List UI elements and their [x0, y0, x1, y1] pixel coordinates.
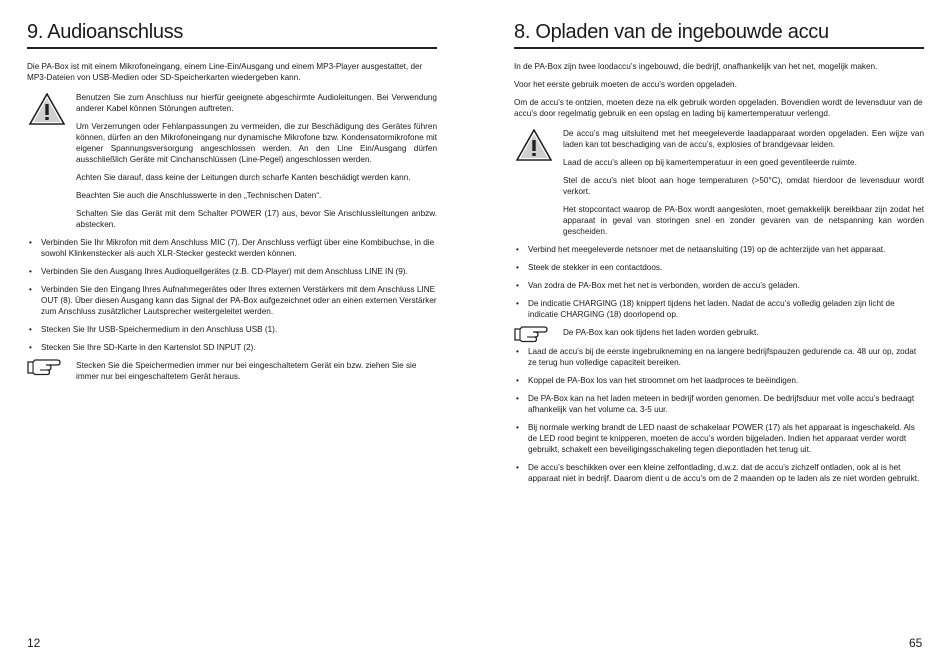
- note-block: [514, 327, 924, 338]
- bullet-list: [514, 244, 924, 320]
- section-title: 9. Audioanschluss: [27, 21, 437, 49]
- warning-paragraph: Achten Sie darauf, dass keine der Leitungen durch scharfe Kanten beschädigt werden kann.: [76, 173, 411, 182]
- intro-paragraph: Die PA-Box ist mit einem Mikrofoneingang, einem Line-Ein/Ausgang und einem MP3-Player ausgestattet, der MP3-Dateien von USB-Medien oder SD-Speicherkarten wiedergeben kann.: [27, 62, 423, 82]
- list-item: • Verbinden Sie den Eingang Ihres Aufnahmegerätes oder Ihres externen Verstärkers mit dem Anschluss LINE OUT (8). Über diesen Ausgang kann das Signal der PA-Box aufgezeichnet oder an einen externen Verstärker zum Anschluss zusätzlicher Lautsprecher weitergeleitet werden.: [29, 285, 437, 316]
- warning-paragraph: De accu’s mag uitsluitend met het meegeleverde laadapparaat worden opgeladen. Een wijze van laden kan tot beschadiging van de accu’s, explosies of brandgevaar leiden.: [563, 129, 924, 149]
- intro: [27, 61, 437, 83]
- list-item: • Van zodra de PA-Box met het net is verbonden, worden de accu’s geladen.: [516, 281, 800, 290]
- bullet-list: [514, 346, 924, 484]
- list-item: • Verbinden Sie den Ausgang Ihres Audioquellgerätes (z.B. CD-Player) mit dem Anschluss LINE IN (9).: [29, 267, 408, 276]
- list-item: • Bij normale werking brandt de LED naast de schakelaar POWER (17) als het apparaat is ingeschakeld. Als de LED rood begint te knipperen, moeten de accu’s worden bijgeladen. Indien het apparaat verder wordt gebruikt, schakelt een beveiligingsschakeling tegen diepontladen het terug uit.: [516, 423, 915, 454]
- warning-triangle-icon: [516, 129, 552, 161]
- bullet-list: [27, 237, 437, 353]
- section-title: 8. Opladen van de ingebouwde accu: [514, 21, 924, 49]
- warning-paragraph: Um Verzerrungen oder Fehlanpassungen zu vermeiden, die zur Beschädigung des Gerätes führen können, dürfen an den Mikrofoneingang nur dynamische Mikrofone bzw. Kondensatormikrofone mit eigener Spannungsversorgung angeschlossen werden. An den Line Ein/Ausgang dürfen ausschließlich Geräte mit Cinchanschlüssen (Line-Pegel) angeschlossen werden.: [76, 122, 437, 164]
- warning-paragraph: Beachten Sie auch die Anschlusswerte in den „Technischen Daten“.: [76, 191, 322, 200]
- warning-paragraph: Stel de accu’s niet bloot aan hoge temperaturen (>50°C), omdat hierdoor de levensduur wordt verkort.: [563, 176, 924, 196]
- intro-paragraph: Om de accu’s te ontzien, moeten deze na elk gebruik worden opgeladen. Bovendien wordt de levensduur van de accu’s door regelmatig gebruik en een opslag en lading bij kamertemperatuur verlengd.: [514, 98, 923, 118]
- list-item: • Stecken Sie Ihr USB-Speichermedium in den Anschluss USB (1).: [29, 325, 278, 334]
- warning-paragraph: Benutzen Sie zum Anschluss nur hierfür geeignete abgeschirmte Audioleitungen. Bei Verwendung anderer Kabel können Störungen auftreten.: [76, 93, 437, 113]
- warning-block: [27, 92, 437, 230]
- pointing-hand-icon: [27, 358, 61, 376]
- note-text: Stecken Sie die Speichermedien immer nur bei eingeschaltetem Gerät ein bzw. ziehen Sie sie immer nur bei eingeschaltetem Gerät heraus.: [76, 361, 417, 381]
- list-item: • De indicatie CHARGING (18) knippert tijdens het laden. Nadat de accu’s volledig geladen zijn licht de indicatie CHARGING (18) doorlopend op.: [516, 299, 895, 319]
- warning-block: [514, 128, 924, 237]
- pointing-hand-icon: [514, 325, 548, 343]
- right-page: [514, 0, 924, 491]
- page-number: 65: [909, 636, 923, 650]
- warning-paragraph: Schalten Sie das Gerät mit dem Schalter POWER (17) aus, bevor Sie Anschlussleitungen anbzw. abstecken.: [76, 209, 437, 229]
- page-number: 12: [27, 636, 41, 650]
- warning-paragraph: Laad de accu’s alleen op bij kamertemperatuur in een goed geventileerde ruimte.: [563, 158, 857, 167]
- list-item: • Stecken Sie Ihre SD-Karte in den Kartenslot SD INPUT (2).: [29, 343, 256, 352]
- intro-paragraph: Voor het eerste gebruik moeten de accu’s worden opgeladen.: [514, 80, 737, 89]
- note-text: De PA-Box kan ook tijdens het laden worden gebruikt.: [563, 328, 759, 337]
- list-item: • Verbinden Sie Ihr Mikrofon mit dem Anschluss MIC (7). Der Anschluss verfügt über eine Kombibuchse, in die sowohl Klinkenstecker als auch XLR-Stecker gesteckt werden können.: [29, 238, 435, 258]
- list-item: • De PA-Box kan na het laden meteen in bedrijf worden genomen. De bedrijfsduur met volle accu’s bedraagt afhankelijk van het volume ca. 3-5 uur.: [516, 394, 915, 414]
- list-item: • Steek de stekker in een contactdoos.: [516, 263, 663, 272]
- list-item: • Laad de accu’s bij de eerste ingebruikneming en na langere bedrijfspauzen gedurende ca. 48 uur op, zodat ze terug hun volledige capaciteit bereiken.: [516, 347, 917, 367]
- list-item: • Verbind het meegeleverde netsnoer met de netaansluiting (19) op de achterzijde van het apparaat.: [516, 245, 886, 254]
- left-page: [27, 0, 437, 390]
- intro-paragraph: In de PA-Box zijn twee loodaccu’s ingebouwd, die bedrijf, onafhankelijk van het net, mogelijk maken.: [514, 62, 878, 71]
- warning-triangle-icon: [29, 93, 65, 125]
- note-block: [27, 360, 437, 382]
- warning-paragraph: Het stopcontact waarop de PA-Box wordt aangesloten, moet gemakkelijk bereikbaar zijn zodat het apparaat in geval van storingen snel en zonder gevaren van de netspanning kan worden gescheiden.: [563, 205, 924, 236]
- list-item: • Koppel de PA-Box los van het stroomnet om het laadproces te beëindigen.: [516, 376, 799, 385]
- intro: [514, 61, 924, 119]
- list-item: • De accu’s beschikken over een kleine zelfontlading, d.w.z. dat de accu’s zichzelf ontladen, ook al is het apparaat niet in bedrijf. Daarom dient u de accu’s om de 2 maanden op te laden als ze niet worden gebruikt.: [516, 463, 920, 483]
